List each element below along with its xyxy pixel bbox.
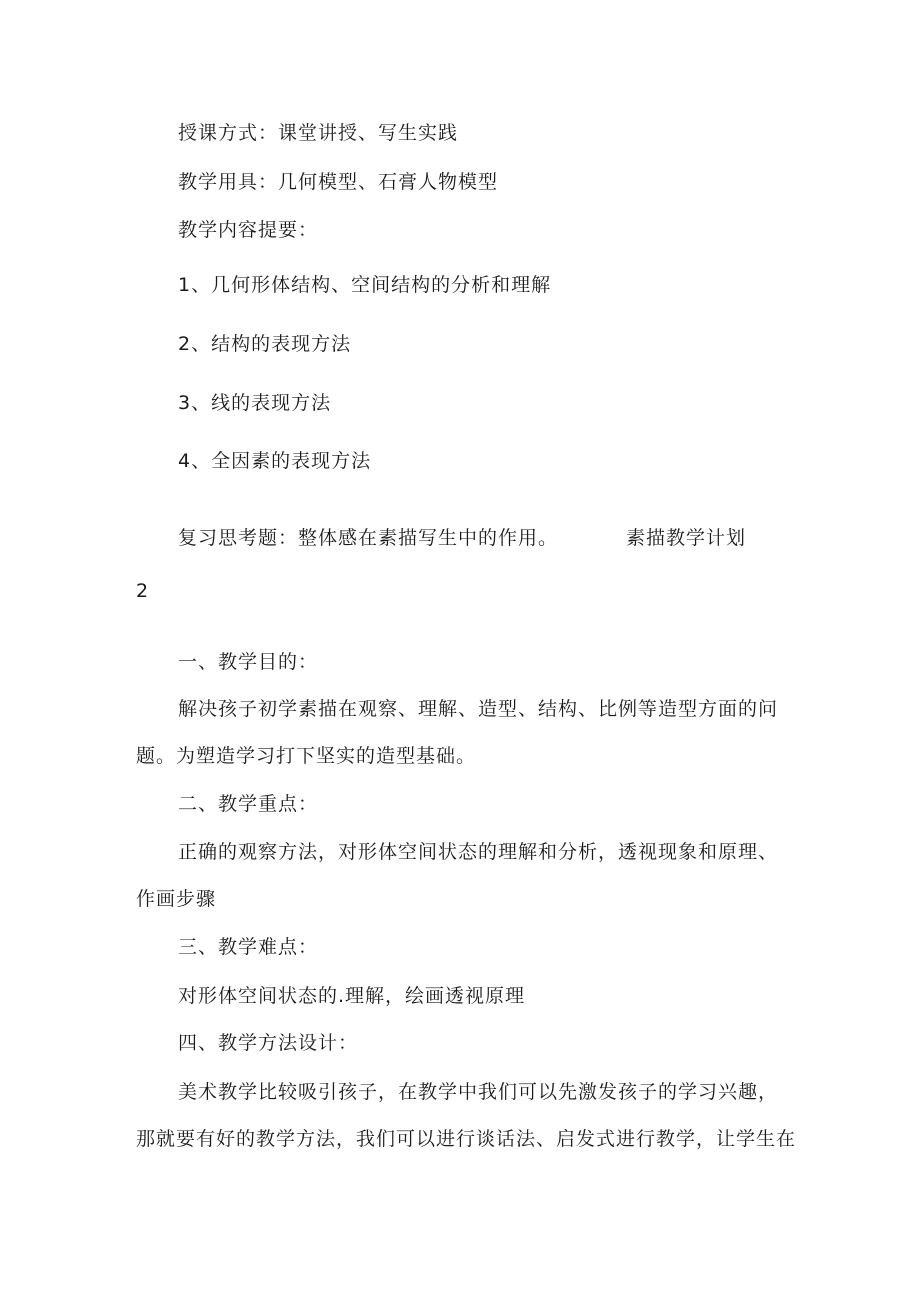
key-points-paragraph-line-2: 作画步骤 bbox=[136, 888, 217, 910]
review-question-line: 复习思考题：整体感在素描写生中的作用。 bbox=[178, 527, 559, 549]
outline-item-2: 2、结构的表现方法 bbox=[178, 333, 352, 355]
section-heading-objective: 一、教学目的： bbox=[178, 651, 319, 673]
objective-paragraph-line-2: 题。为塑造学习打下坚实的造型基础。 bbox=[136, 745, 477, 767]
teaching-tools-line: 教学用具：几何模型、石膏人物模型 bbox=[178, 171, 499, 193]
section-heading-key-points: 二、教学重点： bbox=[178, 793, 319, 815]
section-heading-method-design: 四、教学方法设计： bbox=[178, 1032, 359, 1054]
method-paragraph-line-1: 美术教学比较吸引孩子，在教学中我们可以先激发孩子的学习兴趣， bbox=[178, 1081, 779, 1103]
teaching-mode-line: 授课方式：课堂讲授、写生实践 bbox=[178, 122, 459, 144]
outline-item-1: 1、几何形体结构、空间结构的分析和理解 bbox=[178, 274, 552, 296]
outline-item-3: 3、线的表现方法 bbox=[178, 392, 332, 414]
key-points-paragraph-line-1: 正确的观察方法，对形体空间状态的理解和分析，透视现象和原理、 bbox=[178, 841, 779, 863]
method-paragraph-line-2: 那就要有好的教学方法，我们可以进行谈话法、启发式进行教学，让学生在 bbox=[136, 1128, 797, 1150]
section-heading-difficulties: 三、教学难点： bbox=[178, 936, 319, 958]
plan-title: 素描教学计划 bbox=[626, 527, 747, 549]
plan-number: 2 bbox=[136, 580, 150, 602]
difficulties-paragraph-line: 对形体空间状态的.理解，绘画透视原理 bbox=[178, 985, 526, 1007]
content-outline-heading: 教学内容提要： bbox=[178, 219, 319, 241]
outline-item-4: 4、全因素的表现方法 bbox=[178, 450, 372, 472]
objective-paragraph-line-1: 解决孩子初学素描在观察、理解、造型、结构、比例等造型方面的问 bbox=[178, 698, 779, 720]
